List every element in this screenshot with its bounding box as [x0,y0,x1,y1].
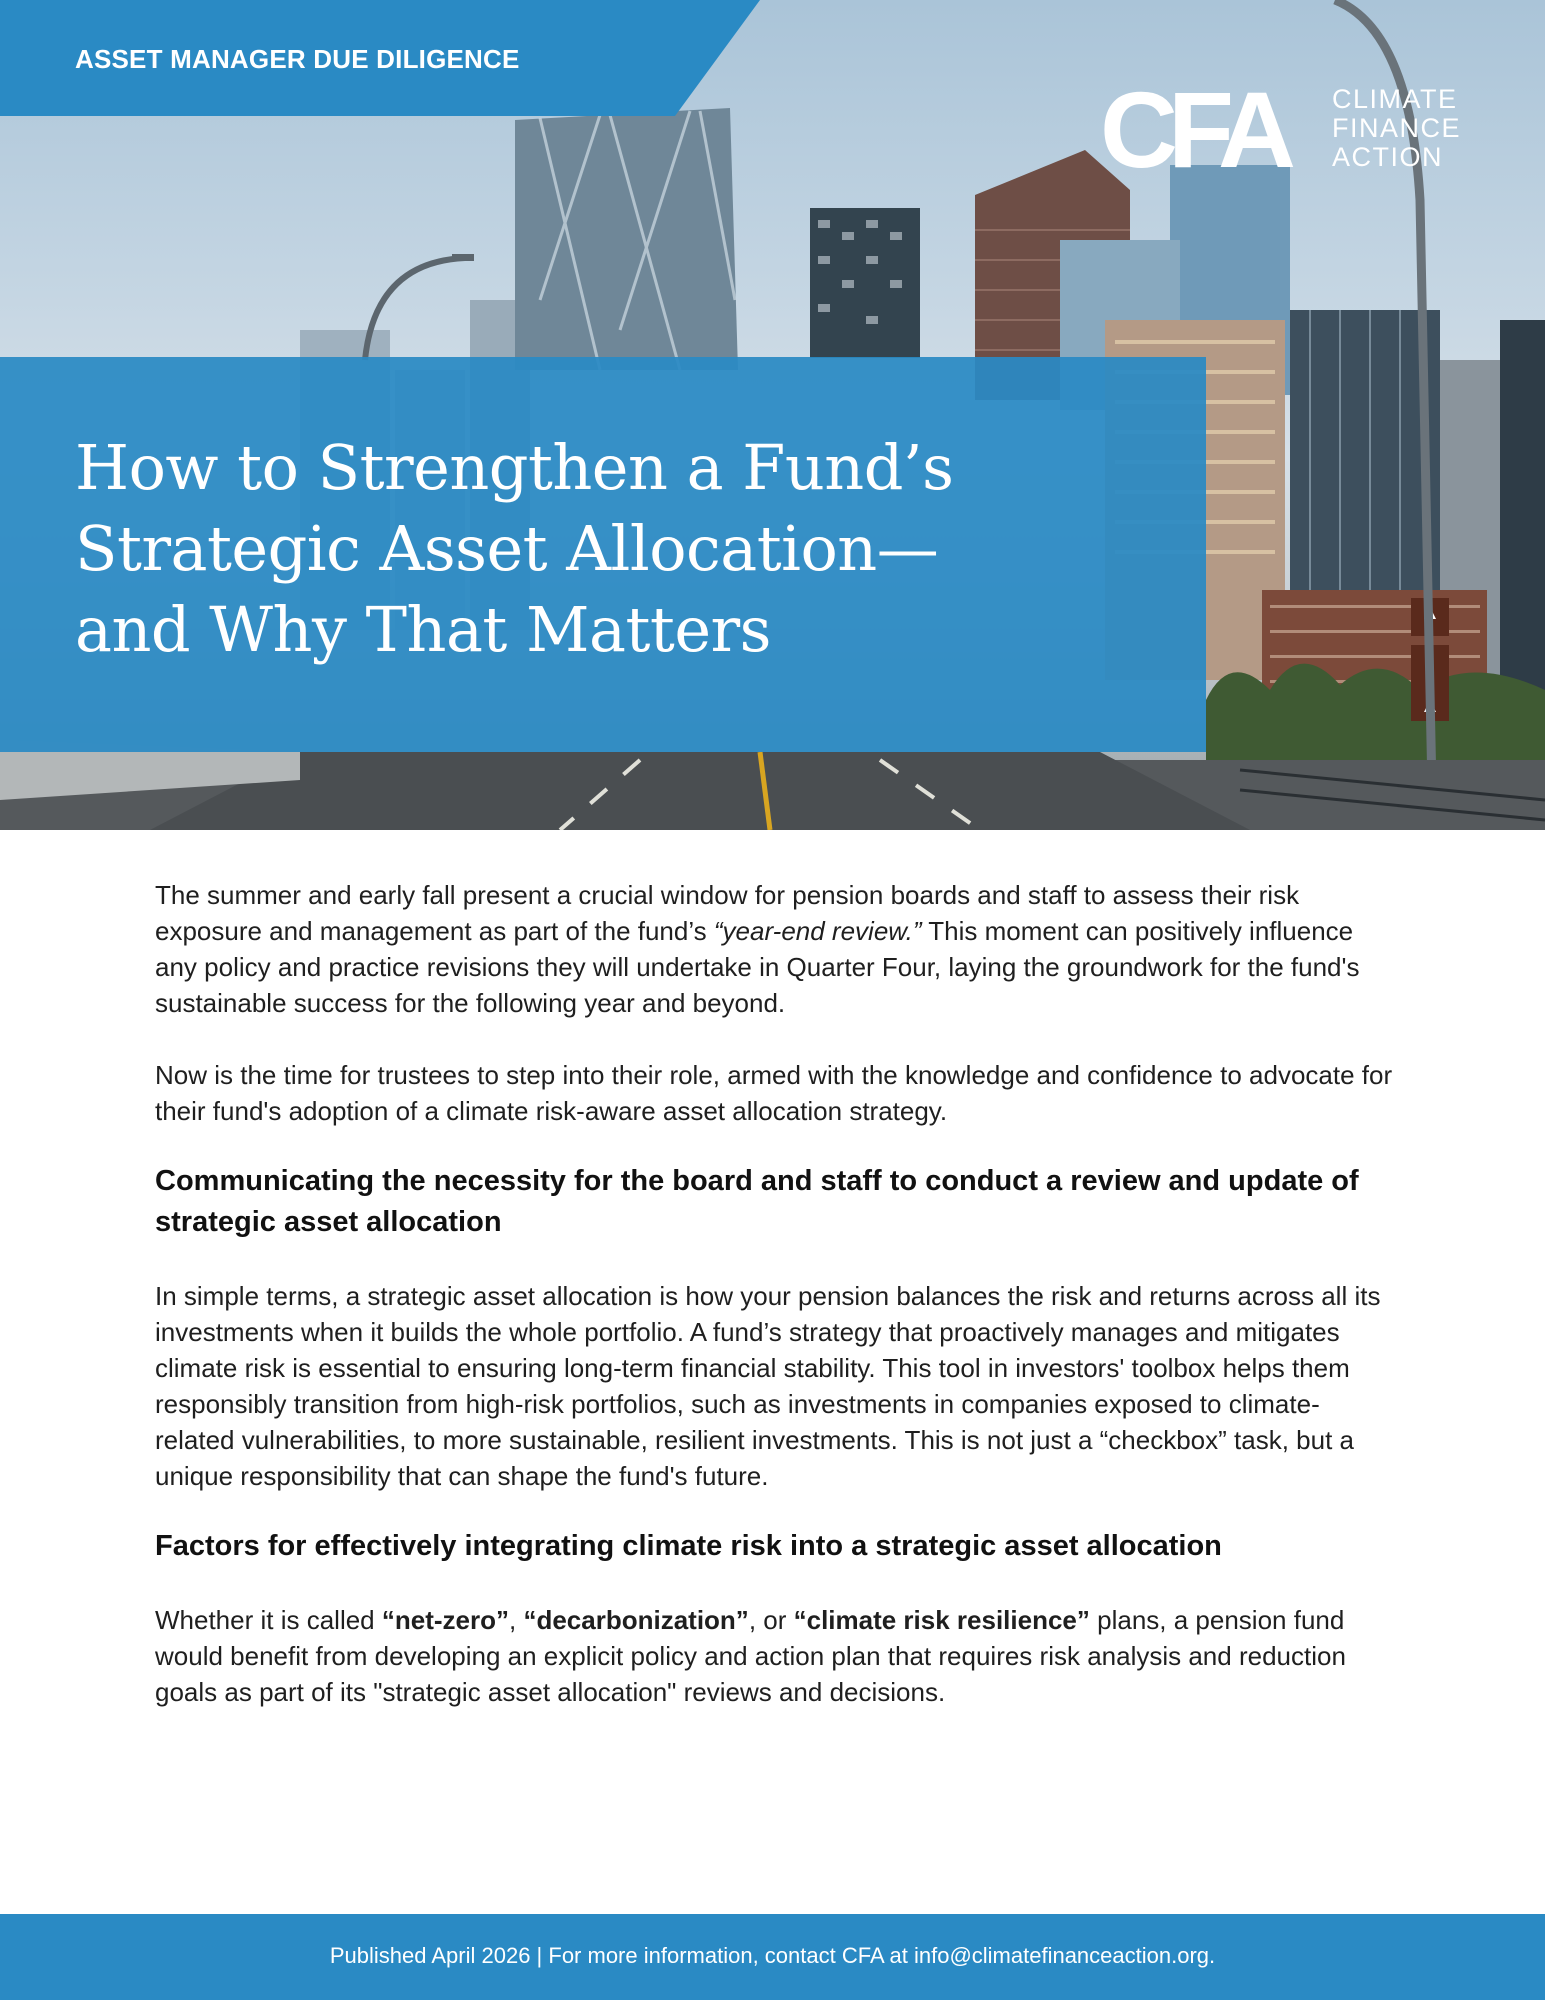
logo-mark: CFA [1100,69,1286,190]
logo-word: FINANCE [1332,113,1462,143]
footer-bar [0,1914,1545,2000]
title-line: How to Strengthen a Fund’s [75,431,954,504]
section-heading-2: Factors for effectively integrating climate risk into a strategic asset allocation [155,1530,1222,1562]
bold-term: “decarbonization” [523,1605,749,1635]
section-heading-1: Communicating the necessity for the board and staff to conduct a review and update of strategic asset allocation [155,1165,1359,1238]
kicker-label: ASSET MANAGER DUE DILIGENCE [75,44,520,74]
intro-emphasis: “year-end review.” [713,916,922,946]
title-panel [0,357,1206,752]
page-title [75,427,1185,670]
body-text: plans, a pension fund would benefit from developing an explicit policy and action plan that requires risk analysis and reduction goals as part of its "strategic asset allocation" reviews and decisions. [155,1605,1346,1707]
intro-text: This moment can positively influence any policy and practice revisions they will undertake in Quarter Four, laying the groundwork for the fund's sustainable success for the following year and beyond. [155,916,1360,1018]
title-line: Strategic Asset Allocation— [75,512,939,585]
intro-text: The summer and early fall present a crucial window for pension boards and staff to assess their risk exposure and management as part of the fund’s [155,880,1300,946]
intro-paragraph-1 [155,877,1395,1021]
section-2-paragraph [155,1602,1395,1710]
body-text: , or [748,1605,794,1635]
title-line: and Why That Matters [75,593,771,666]
bold-term: “climate risk resilience” [793,1605,1090,1635]
hero-banner [0,0,1545,830]
logo-wordmark [1332,85,1461,172]
footer-text: Published April 2026 | For more information, contact CFA at info@climatefinanceaction.org. [329,1943,1216,1968]
intro-paragraph-2: Now is the time for trustees to step into their role, armed with the knowledge and confidence to advocate for their fund's adoption of a climate risk-aware asset allocation strategy. [155,1060,1393,1126]
article-body [155,877,1395,1710]
logo-word: ACTION [1332,142,1444,172]
section-1-paragraph: In simple terms, a strategic asset allocation is how your pension balances the risk and returns across all its investments when it builds the whole portfolio. A fund’s strategy that proactively manages and mitigates climate risk is essential to ensuring long-term financial stability. This tool in investors' toolbox helps them responsibly transition from high-risk portfolios, such as investments in companies exposed to climate-related vulnerabilities, to more sustainable, resilient investments. This is not just a “checkbox” task, but a unique responsibility that can shape the fund's future. [155,1281,1381,1491]
logo-word: CLIMATE [1332,84,1458,114]
bold-term: “net-zero” [381,1605,509,1635]
cfa-logo [1100,69,1480,190]
body-text: , [509,1605,524,1635]
body-text: Whether it is called [155,1605,382,1635]
